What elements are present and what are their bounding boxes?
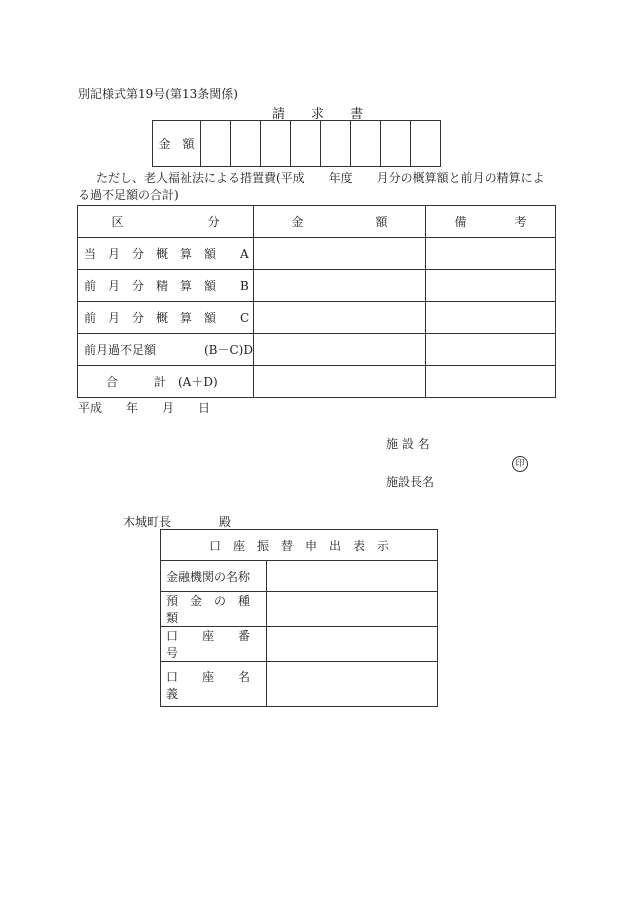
- header-remarks: 備 考: [426, 206, 556, 238]
- table-row: [161, 627, 438, 662]
- document-title: 請 求 書: [272, 107, 364, 122]
- header-amount: 金 額: [254, 206, 426, 238]
- description-line-1: ただし、老人福祉法による措置費(平成 年度 月分の概算額と前月の精算によ: [96, 171, 545, 185]
- table-header-row: [78, 206, 556, 238]
- bank-transfer-table: [160, 529, 438, 707]
- row-label: 口 座 名 義: [161, 662, 267, 707]
- row-label: 前月過不足額 (B－C)D: [78, 334, 254, 366]
- table-row: [161, 592, 438, 627]
- table-row: [78, 270, 556, 302]
- header-category: 区 分: [78, 206, 254, 238]
- bank-value-cell[interactable]: [267, 662, 438, 707]
- table-row: [161, 561, 438, 592]
- amount-cell[interactable]: [254, 302, 426, 334]
- amount-digit-cell[interactable]: [351, 121, 381, 167]
- amount-cell[interactable]: [254, 334, 426, 366]
- row-label: 口 座 番 号: [161, 627, 267, 662]
- amount-cell[interactable]: [254, 270, 426, 302]
- row-label: 当 月 分 概 算 額 A: [78, 238, 254, 270]
- amount-digit-cell[interactable]: [381, 121, 411, 167]
- remarks-cell[interactable]: [426, 334, 556, 366]
- date-line: 平成 年 月 日: [78, 401, 211, 415]
- addressee: 木城町長 殿: [123, 515, 232, 529]
- table-row: [78, 302, 556, 334]
- row-label: 前 月 分 概 算 額 C: [78, 302, 254, 334]
- facility-head-label: 施設長名: [386, 475, 435, 489]
- remarks-cell[interactable]: [426, 238, 556, 270]
- amount-digit-cell[interactable]: [201, 121, 231, 167]
- row-label: 預 金 の 種 類: [161, 592, 267, 627]
- remarks-cell[interactable]: [426, 366, 556, 398]
- remarks-cell[interactable]: [426, 302, 556, 334]
- table-row: [161, 662, 438, 707]
- amount-digit-cell[interactable]: [231, 121, 261, 167]
- description-line-2: る過不足額の合計): [78, 188, 179, 202]
- seal-mark: [512, 456, 528, 472]
- row-label: 金融機関の名称: [161, 561, 267, 592]
- amount-cell[interactable]: [254, 366, 426, 398]
- amount-label: 金 額: [153, 121, 201, 167]
- table-row: [78, 238, 556, 270]
- amount-box: [152, 120, 441, 167]
- seal-text: 印: [515, 459, 525, 469]
- amount-digit-cell[interactable]: [261, 121, 291, 167]
- bank-value-cell[interactable]: [267, 561, 438, 592]
- table-row: [78, 334, 556, 366]
- row-label: 前 月 分 精 算 額 B: [78, 270, 254, 302]
- bank-value-cell[interactable]: [267, 627, 438, 662]
- bank-table-title: 口 座 振 替 申 出 表 示: [161, 530, 438, 561]
- table-row: [78, 366, 556, 398]
- bank-value-cell[interactable]: [267, 592, 438, 627]
- bank-table-title-row: [161, 530, 438, 561]
- amount-digit-cell[interactable]: [411, 121, 441, 167]
- row-label: 合 計 (A＋D): [78, 366, 254, 398]
- breakdown-table: [77, 205, 556, 398]
- form-reference: 別記様式第19号(第13条関係): [78, 87, 238, 101]
- facility-name-label: 施 設 名: [386, 437, 430, 451]
- amount-cell[interactable]: [254, 238, 426, 270]
- remarks-cell[interactable]: [426, 270, 556, 302]
- amount-digit-cell[interactable]: [291, 121, 321, 167]
- amount-digit-cell[interactable]: [321, 121, 351, 167]
